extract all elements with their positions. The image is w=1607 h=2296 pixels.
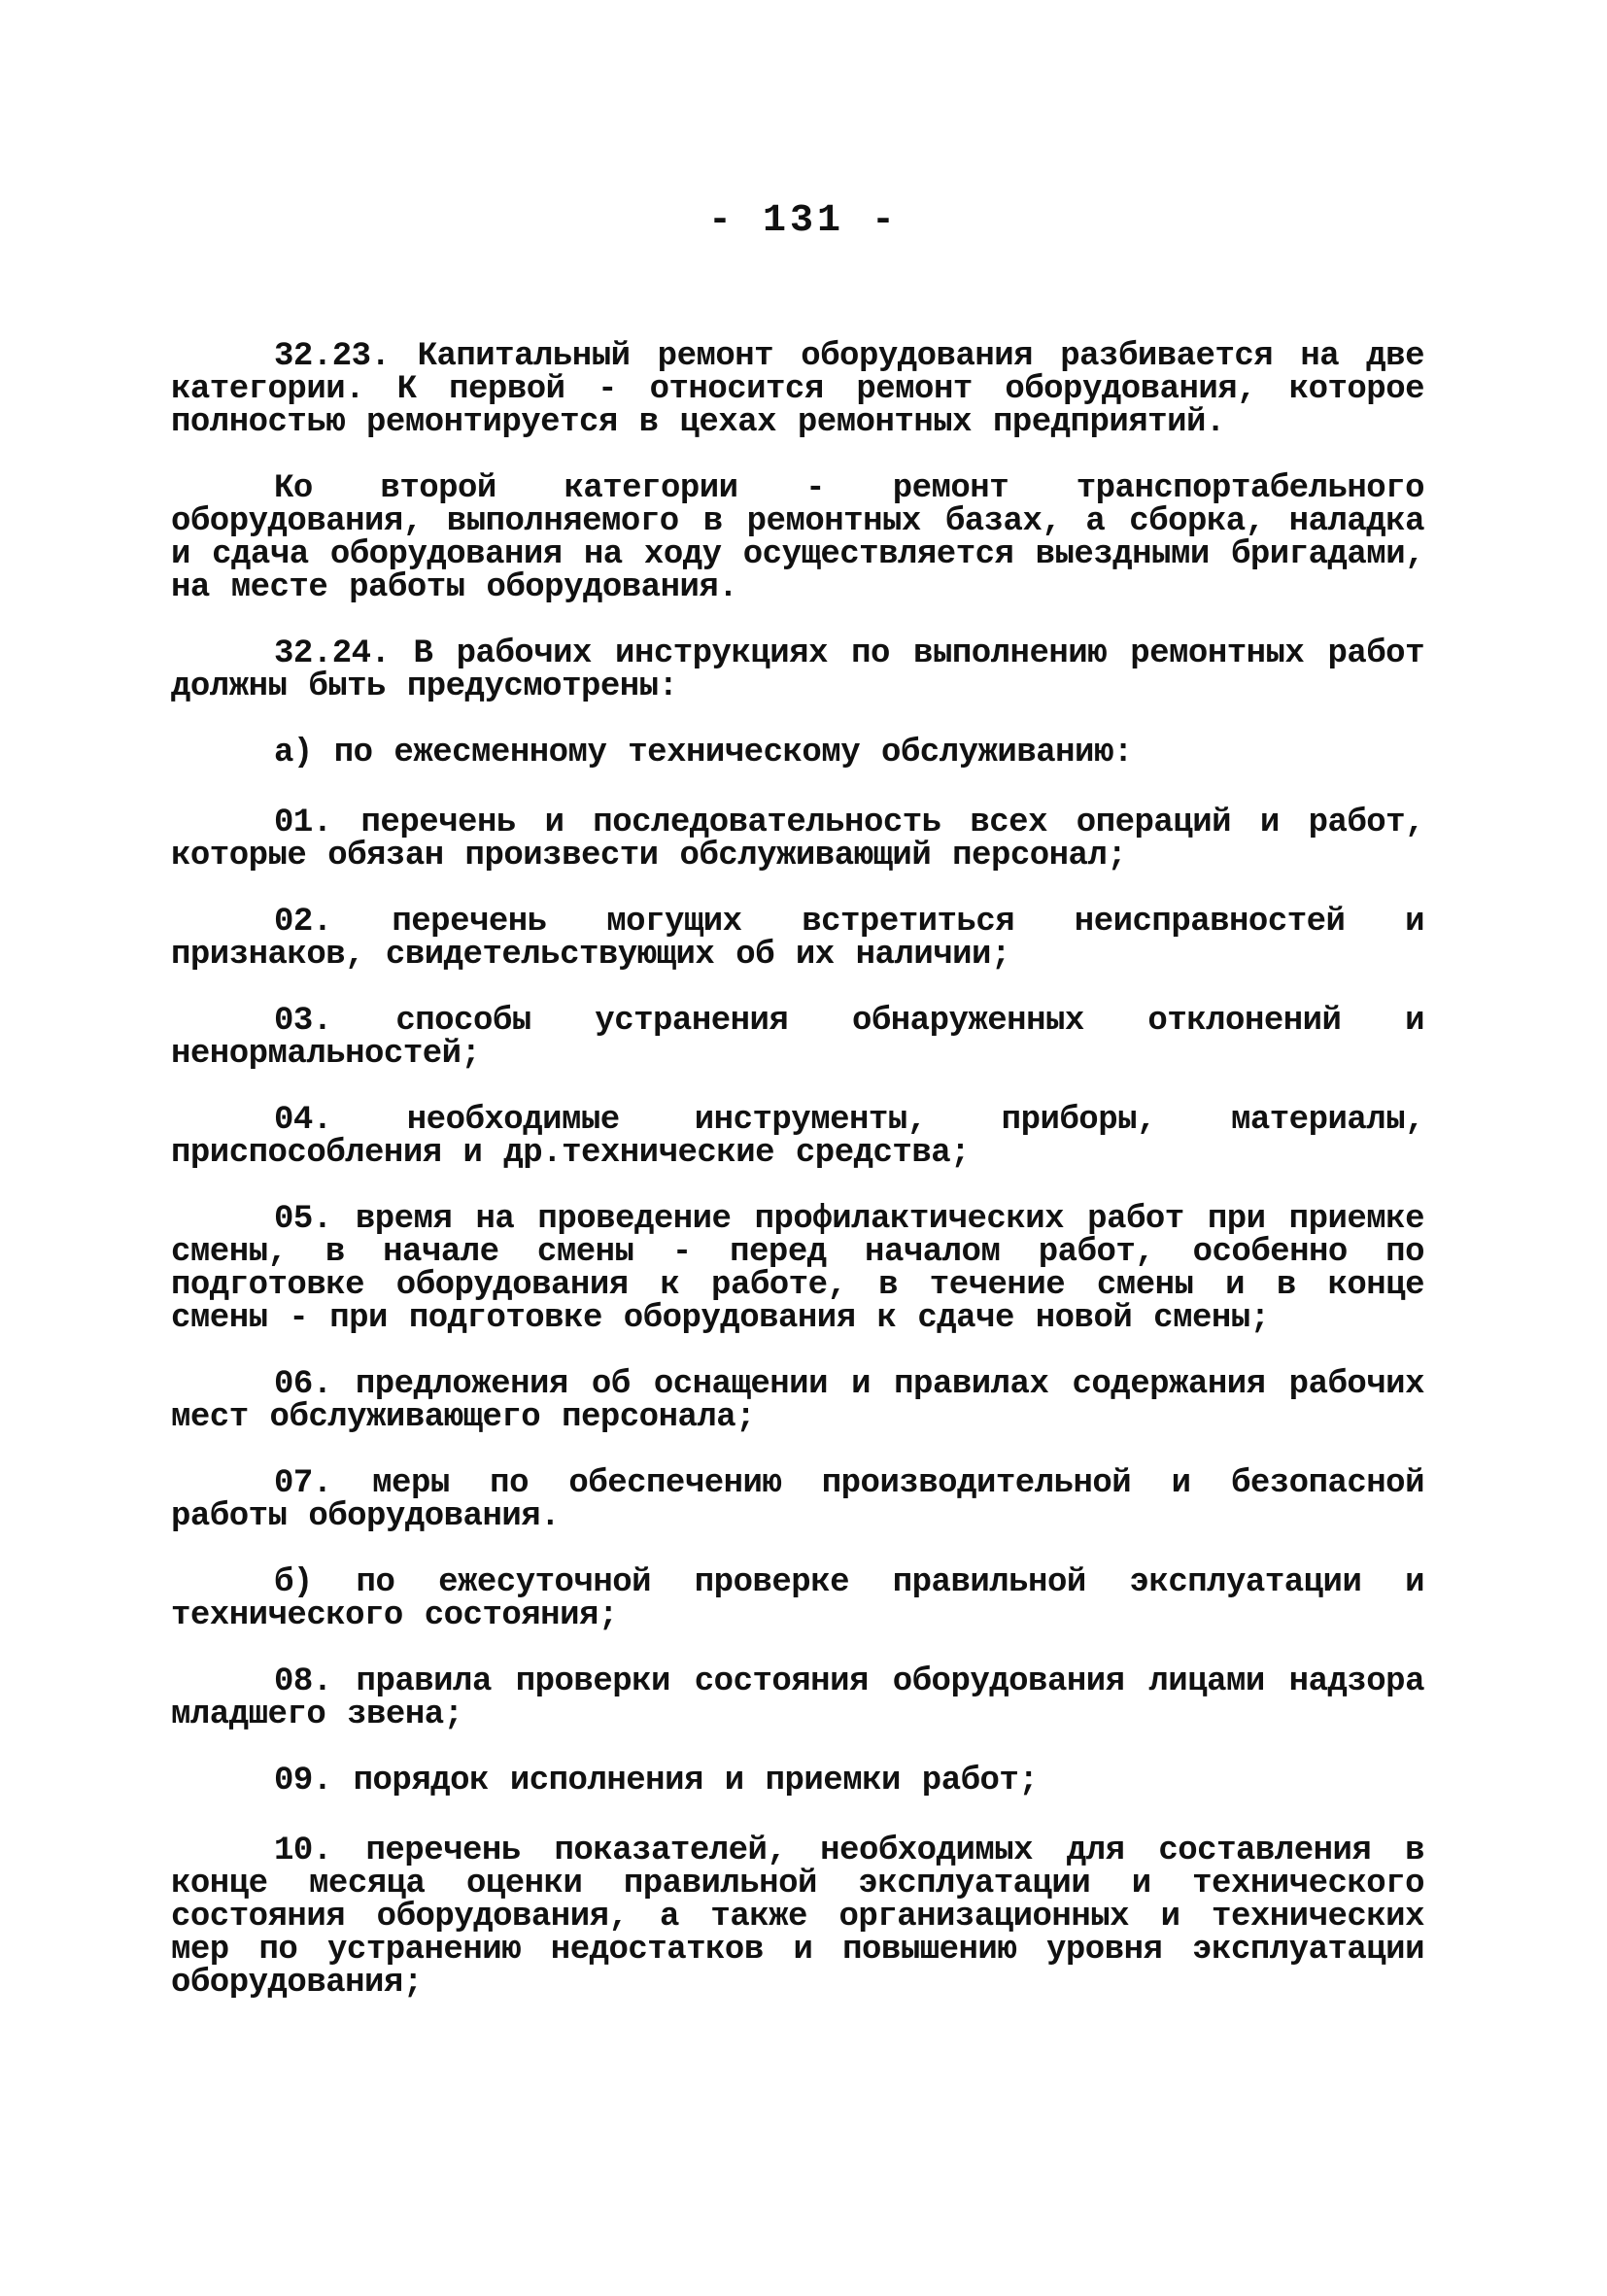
para-32-23: 32.23. Капитальный ремонт оборудования разбивается на две категории. К первой - относится ремонт оборудования, которое полностью ремонтируется в цехах ремонтных предприятий. [171,338,1424,441]
para-b: б) по ежесуточной проверке правильной эксплуатации и технического состояния; [171,1564,1424,1634]
para-32-24: 32.24. В рабочих инструкциях по выполнению ремонтных работ должны быть предусмотрены: [171,635,1424,705]
para-second-category: Ко второй категории - ремонт транспортабельного оборудования, выполняемого в ремонтных базах, а сборка, наладка и сдача оборудования на ходу осуществляется выездными бригадами, на месте работы оборудования. [171,470,1424,606]
document-body [171,340,1424,2033]
para-03: 03. способы устранения обнаруженных отклонений и ненормальностей; [171,1003,1424,1073]
para-02: 02. перечень могущих встретиться неисправностей и признаков, свидетельствующих об их наличии; [171,904,1424,974]
page-number: - 131 - [707,199,900,243]
para-04: 04. необходимые инструменты, приборы, материалы, приспособления и др.технические средства; [171,1102,1424,1172]
para-a: а) по ежесменному техническому обслуживанию: [274,735,1133,771]
para-10: 10. перечень показателей, необходимых для составления в конце месяца оценки правильной эксплуатации и технического состояния оборудования, а также организационных и технических мер по устранению недостатков и повышению уровня эксплуатации оборудования; [171,1833,1424,2002]
para-09: 09. порядок исполнения и приемки работ; [274,1763,1039,1799]
para-05: 05. время на проведение профилактических работ при приемке смены, в начале смены - перед началом работ, особенно по подготовке оборудования к работе, в течение смены и в конце смены - при подготовке оборудования к сдаче новой смены; [171,1201,1424,1337]
para-01: 01. перечень и последовательность всех операций и работ, которые обязан произвести обслуживающий персонал; [171,805,1424,874]
para-07: 07. меры по обеспечению производительной и безопасной работы оборудования. [171,1465,1424,1535]
para-06: 06. предложения об оснащении и правилах содержания рабочих мест обслуживающего персонала; [171,1366,1424,1436]
para-08: 08. правила проверки состояния оборудования лицами надзора младшего звена; [171,1663,1424,1733]
